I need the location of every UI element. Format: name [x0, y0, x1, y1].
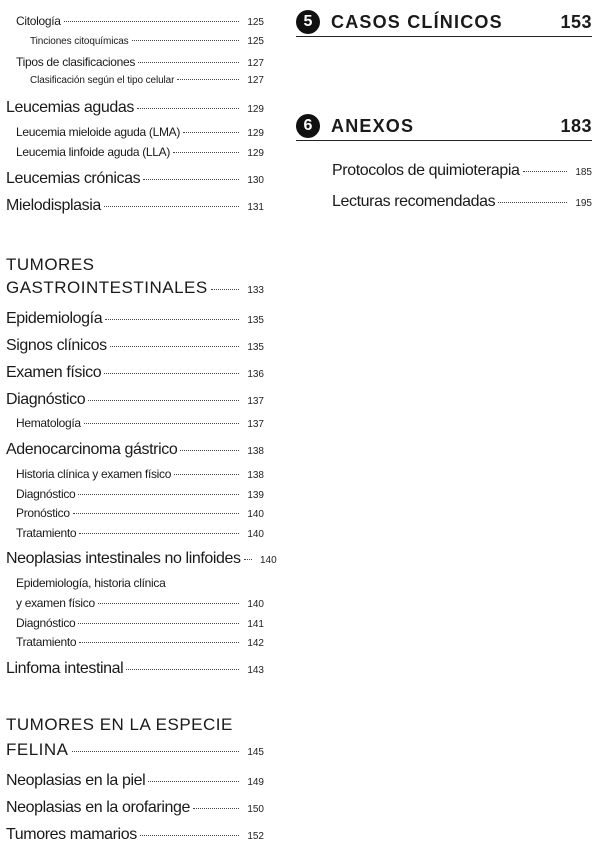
dot-leader [98, 603, 239, 604]
dot-leader [193, 808, 239, 809]
toc-entry[interactable] [16, 596, 264, 610]
dot-leader [88, 400, 239, 401]
toc-entry[interactable] [6, 660, 264, 678]
toc-entry[interactable] [6, 170, 264, 188]
section-title-line: TUMORES [6, 255, 95, 274]
dot-leader [183, 132, 239, 133]
toc-entry[interactable] [30, 36, 264, 47]
toc-entry-label: Hematología [16, 416, 81, 430]
toc-entry[interactable] [16, 467, 264, 481]
toc-entry-label: y examen físico [16, 596, 95, 610]
toc-entry-label: Adenocarcinoma gástrico [6, 441, 178, 458]
toc-entry[interactable] [6, 550, 277, 568]
chapter-page: 153 [560, 11, 592, 32]
toc-entry-page: 135 [247, 342, 264, 353]
dot-leader [174, 474, 239, 475]
dot-leader [137, 108, 239, 109]
toc-entry-label: Clasificación según el tipo celular [30, 75, 175, 86]
toc-entry[interactable] [6, 364, 264, 382]
toc-entry-label: Diagnóstico [16, 487, 76, 501]
toc-entry[interactable] [16, 487, 264, 501]
toc-entry-page: 133 [247, 285, 264, 296]
dot-leader [78, 623, 239, 624]
toc-entry-label: Tratamiento [16, 526, 77, 540]
toc-entry-label: Leucemia linfoide aguda (LLA) [16, 145, 171, 159]
dot-leader [177, 79, 239, 80]
toc-entry-label: Protocolos de quimioterapia [332, 162, 520, 179]
dot-leader [244, 559, 252, 560]
toc-entry-page: 127 [247, 58, 264, 69]
chapter-title: CASOS CLÍNICOS [331, 11, 503, 32]
toc-entry-page: 138 [247, 470, 264, 481]
toc-entry-label: Citología [16, 14, 61, 28]
dot-leader [143, 179, 239, 180]
toc-entry-page: 195 [575, 198, 592, 209]
toc-entry-label: Signos clínicos [6, 337, 107, 354]
toc-entry-page: 125 [247, 36, 264, 47]
dot-leader [79, 533, 239, 534]
toc-entry-page: 152 [247, 831, 264, 842]
dot-leader [148, 781, 239, 782]
dot-leader [64, 21, 239, 22]
toc-entry[interactable] [6, 310, 264, 328]
dot-leader [180, 450, 239, 451]
toc-entry-page: 150 [247, 804, 264, 815]
dot-leader [140, 835, 239, 836]
toc-entry[interactable] [6, 391, 264, 409]
toc-entry-label: Leucemia mieloide aguda (LMA) [16, 125, 181, 139]
toc-entry-label: Tinciones citoquímicas [30, 36, 129, 47]
toc-entry[interactable] [16, 616, 264, 630]
toc-entry-page: 138 [247, 446, 264, 457]
toc-entry[interactable] [16, 635, 264, 649]
dot-leader [110, 346, 239, 347]
toc-entry[interactable] [6, 772, 264, 790]
toc-entry-page: 185 [575, 167, 592, 178]
toc-entry-label: Neoplasias en la piel [6, 772, 146, 789]
chapter-page: 183 [560, 115, 592, 136]
dot-leader [138, 62, 239, 63]
section-title-line: TUMORES EN LA ESPECIE [6, 715, 233, 734]
dot-leader [104, 373, 239, 374]
dot-leader [126, 669, 239, 670]
toc-entry-page: 140 [259, 555, 277, 566]
toc-entry-label: Lecturas recomendadas [332, 193, 496, 210]
toc-entry-page: 130 [247, 175, 264, 186]
dot-leader [211, 289, 239, 290]
toc-entry-page: 125 [247, 17, 264, 28]
dot-leader [72, 751, 239, 752]
toc-entry[interactable] [16, 576, 264, 590]
toc-entry-page: 127 [247, 75, 264, 86]
toc-entry-label: Tipos de clasificaciones [16, 55, 136, 69]
dot-leader [73, 513, 239, 514]
toc-entry-label: Mielodisplasia [6, 197, 101, 214]
dot-leader [78, 494, 239, 495]
toc-entry-label: Historia clínica y examen físico [16, 467, 172, 481]
toc-entry-label: Pronóstico [16, 506, 70, 520]
toc-entry[interactable] [16, 506, 264, 520]
dot-leader [84, 423, 239, 424]
dot-leader [105, 319, 239, 320]
dot-leader [104, 206, 239, 207]
chapter-number-badge: 6 [296, 114, 320, 138]
toc-entry-label: Epidemiología, historia clínica [16, 576, 166, 590]
toc-entry-label: Neoplasias en la orofaringe [6, 799, 190, 816]
dot-leader [173, 152, 239, 153]
dot-leader [523, 171, 567, 172]
toc-entry-label: Diagnóstico [16, 616, 76, 630]
chapter-header-6[interactable] [296, 112, 592, 141]
chapter-header-5[interactable] [296, 8, 592, 37]
toc-entry[interactable] [6, 826, 264, 844]
toc-entry[interactable] [16, 526, 264, 540]
toc-entry[interactable] [16, 125, 264, 139]
toc-entry-label: Diagnóstico [6, 391, 86, 408]
toc-entry[interactable] [6, 441, 264, 459]
chapter-number-badge: 5 [296, 10, 320, 34]
toc-entry-page: 140 [247, 599, 264, 610]
toc-entry[interactable] [16, 145, 264, 159]
dot-leader [132, 40, 239, 41]
toc-entry[interactable] [6, 799, 264, 817]
dot-leader [498, 202, 567, 203]
toc-entry-label: Tumores mamarios [6, 826, 137, 843]
toc-entry-page: 137 [247, 396, 264, 407]
toc-entry-label: Neoplasias intestinales no linfoides [6, 550, 241, 567]
toc-entry[interactable] [6, 197, 264, 215]
toc-entry[interactable] [6, 337, 264, 355]
toc-entry[interactable] [16, 55, 264, 69]
toc-entry-page: 135 [247, 315, 264, 326]
section-title-entry[interactable] [6, 740, 264, 760]
toc-entry-label: Leucemias agudas [6, 99, 134, 116]
toc-entry-label: Linfoma intestinal [6, 660, 124, 677]
toc-entry-page: 139 [247, 490, 264, 501]
toc-entry-page: 136 [247, 369, 264, 380]
toc-entry-page: 141 [247, 619, 264, 630]
section-title-line: FELINA [6, 740, 69, 759]
toc-entry[interactable] [332, 162, 592, 180]
toc-entry-page: 129 [247, 104, 264, 115]
toc-entry[interactable] [332, 193, 592, 211]
toc-entry-page: 129 [247, 148, 264, 159]
toc-entry-page: 145 [247, 747, 264, 758]
toc-entry[interactable] [30, 75, 264, 86]
toc-entry-page: 129 [247, 128, 264, 139]
toc-entry-label: Tratamiento [16, 635, 77, 649]
toc-entry-page: 143 [247, 665, 264, 676]
toc-entry-label: Leucemias crónicas [6, 170, 141, 187]
toc-entry-page: 137 [247, 419, 264, 430]
chapter-title: ANEXOS [331, 115, 415, 136]
toc-entry-label: Epidemiología [6, 310, 103, 327]
toc-entry[interactable] [16, 416, 264, 430]
toc-entry-page: 140 [247, 509, 264, 520]
section-title-line: GASTROINTESTINALES [6, 278, 208, 297]
toc-entry[interactable] [16, 14, 264, 28]
toc-entry-label: Examen físico [6, 364, 102, 381]
toc-entry-page: 149 [247, 777, 264, 788]
section-title-entry[interactable] [6, 278, 264, 298]
toc-entry-page: 142 [247, 638, 264, 649]
toc-entry-page: 131 [247, 202, 264, 213]
dot-leader [79, 642, 239, 643]
toc-entry[interactable] [6, 99, 264, 117]
toc-entry-page: 140 [247, 529, 264, 540]
